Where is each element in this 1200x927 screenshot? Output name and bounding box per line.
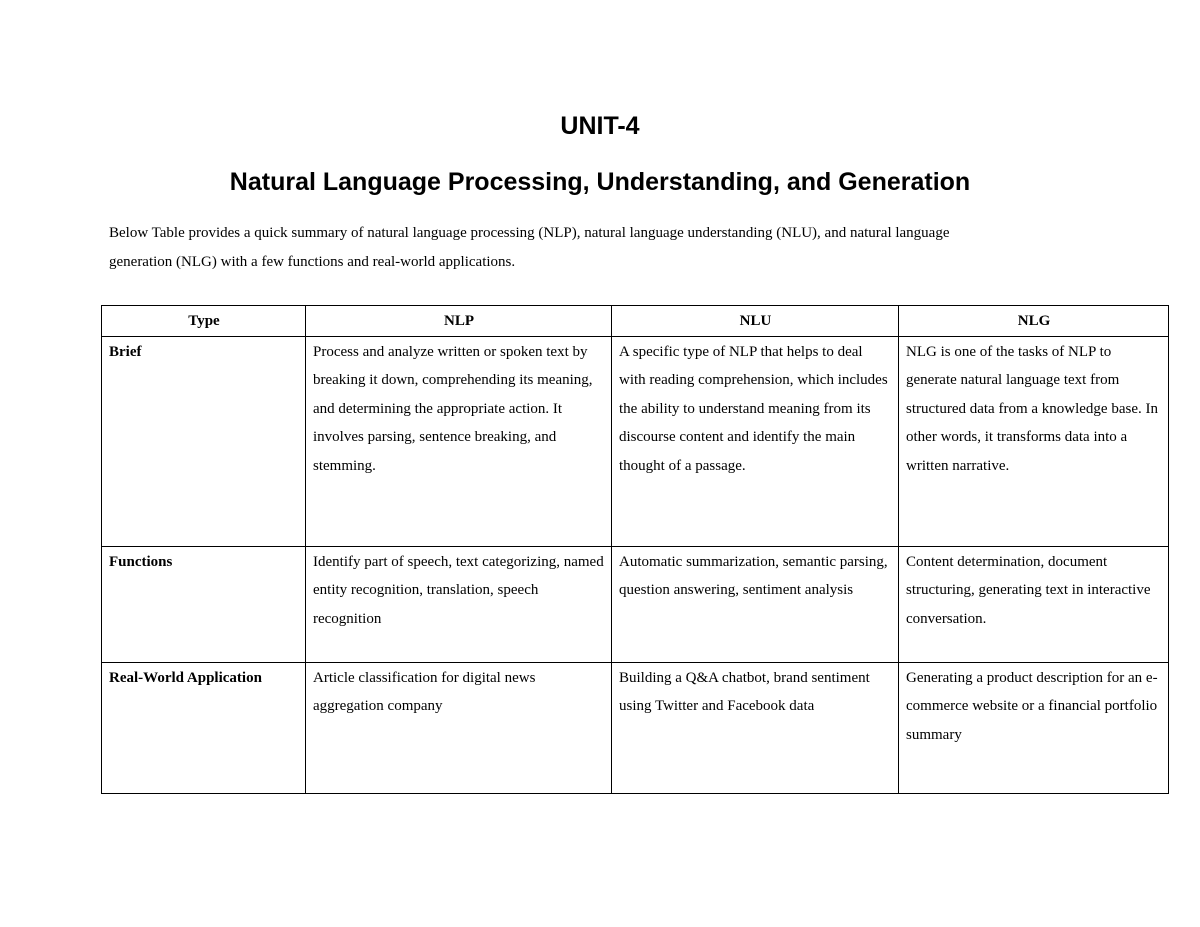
- cell-brief-nlg: NLG is one of the tasks of NLP to generate natural language text from structured data from a knowledge base. In other words, it transforms data into a written narrative.: [899, 336, 1169, 546]
- cell-functions-nlp: Identify part of speech, text categorizing, named entity recognition, translation, speech recognition: [306, 546, 612, 662]
- table-row-functions: [102, 546, 1169, 662]
- page-title: Natural Language Processing, Understanding, and Generation: [229, 168, 971, 196]
- cell-brief-nlu: A specific type of NLP that helps to deal with reading comprehension, which includes the ability to understand meaning from its discourse content and identify the main thought of a passage.: [612, 336, 899, 546]
- cell-application-nlp: Article classification for digital news aggregation company: [306, 662, 612, 793]
- cell-brief-nlp: Process and analyze written or spoken text by breaking it down, comprehending its meaning, and determining the appropriate action. It involves parsing, sentence breaking, and stemming.: [306, 336, 612, 546]
- table-header-row: [102, 306, 1169, 337]
- header-nlp: NLP: [306, 306, 612, 337]
- header-nlg: NLG: [899, 306, 1169, 337]
- summary-table: [101, 305, 1169, 794]
- row-label-application: Real-World Application: [102, 662, 306, 793]
- table-row-application: [102, 662, 1169, 793]
- table-row-brief: [102, 336, 1169, 546]
- row-label-brief: Brief: [102, 336, 306, 546]
- intro-line-1: Below Table provides a quick summary of natural language processing (NLP), natural language understanding (NLU), and natural language: [109, 225, 950, 241]
- header-nlu: NLU: [612, 306, 899, 337]
- unit-title: UNIT-4: [560, 112, 640, 140]
- cell-application-nlu: Building a Q&A chatbot, brand sentiment using Twitter and Facebook data: [612, 662, 899, 793]
- cell-functions-nlg: Content determination, document structuring, generating text in interactive conversation.: [899, 546, 1169, 662]
- intro-paragraph: [109, 219, 1069, 276]
- header-type: Type: [102, 306, 306, 337]
- intro-line-2: generation (NLG) with a few functions and real-world applications.: [109, 253, 516, 270]
- cell-application-nlg: Generating a product description for an e-commerce website or a financial portfolio summary: [899, 662, 1169, 793]
- row-label-functions: Functions: [102, 546, 306, 662]
- cell-functions-nlu: Automatic summarization, semantic parsing, question answering, sentiment analysis: [612, 546, 899, 662]
